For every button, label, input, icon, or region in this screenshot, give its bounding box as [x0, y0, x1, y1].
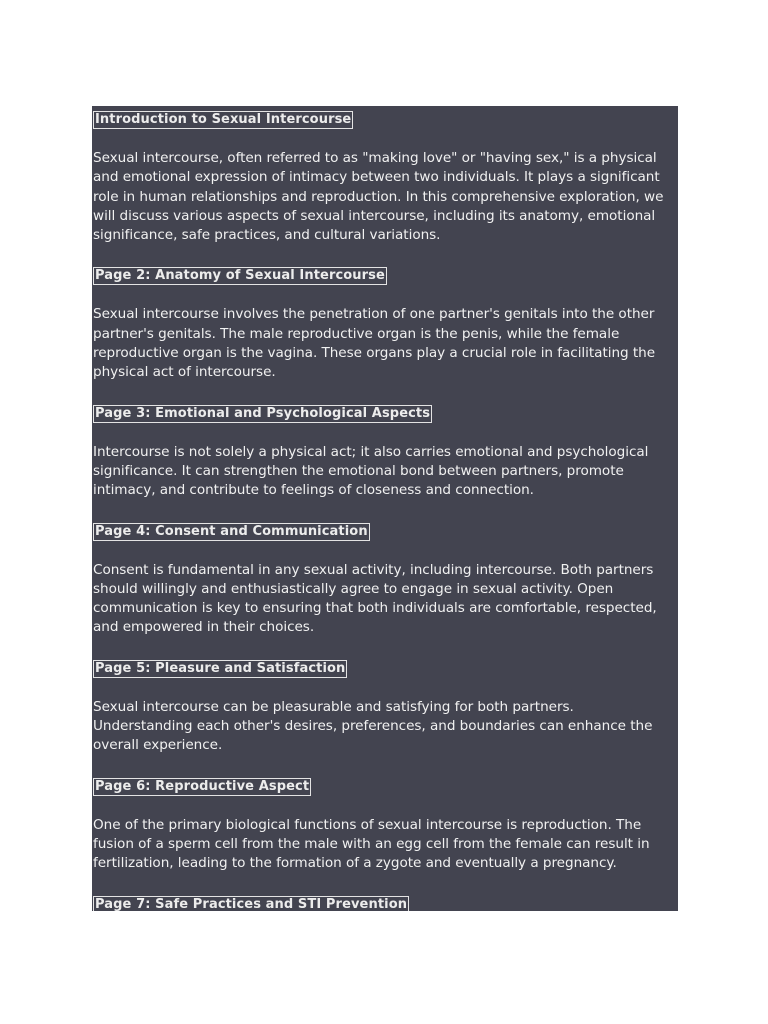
section-heading: Page 7: Safe Practices and STI Prevention	[93, 896, 409, 911]
section-paragraph: Consent is fundamental in any sexual activity, including intercourse. Both partners should willingly and enthusiastically agree to engage in sexual activity. Open communication is key to ensuring that both individuals are comfortable, respected, and empowered in their choices.	[93, 561, 657, 636]
section-heading: Introduction to Sexual Intercourse	[95, 112, 352, 127]
section-heading: Page 3: Emotional and Psychological Aspects	[95, 405, 431, 421]
section-heading: Page 5: Pleasure and Satisfaction	[95, 660, 346, 676]
section-paragraph: Sexual intercourse can be pleasurable and satisfying for both partners. Understanding each other's desires, preferences, and boundaries can enhance the overall experience.	[93, 698, 653, 754]
section-introduction	[93, 108, 668, 264]
section-heading: Page 6: Reproductive Aspect	[95, 778, 310, 794]
section-heading: Page 4: Consent and Communication	[95, 523, 368, 539]
section-reproductive	[93, 775, 668, 893]
section-consent	[93, 520, 668, 657]
section-pleasure	[93, 657, 668, 775]
section-anatomy	[93, 264, 668, 401]
section-paragraph: One of the primary biological functions of sexual intercourse is reproduction. The fusion of a sperm cell from the male with an egg cell from the female can result in fertilization, leading to the formation of a zygote and eventually a pregnancy.	[93, 816, 650, 872]
section-paragraph: Sexual intercourse, often referred to as "making love" or "having sex," is a physical and emotional expression of intimacy between two individuals. It plays a significant role in human relationships and reproduction. In this comprehensive exploration, we will discuss various aspects of sexual intercourse, including its anatomy, emotional significance, safe practices, and cultural variations.	[93, 150, 664, 244]
section-emotional	[93, 402, 668, 520]
section-safe-practices	[93, 893, 668, 911]
section-paragraph: Sexual intercourse involves the penetration of one partner's genitals into the other partner's genitals. The male reproductive organ is the penis, while the female reproductive organ is the vagina. These organs play a crucial role in facilitating the physical act of intercourse.	[93, 306, 656, 381]
section-paragraph: Intercourse is not solely a physical act; it also carries emotional and psychological significance. It can strengthen the emotional bond between partners, promote intimacy, and contribute to feelings of closeness and connection.	[93, 443, 649, 499]
section-heading: Page 2: Anatomy of Sexual Intercourse	[95, 268, 385, 284]
document-page	[92, 106, 678, 911]
